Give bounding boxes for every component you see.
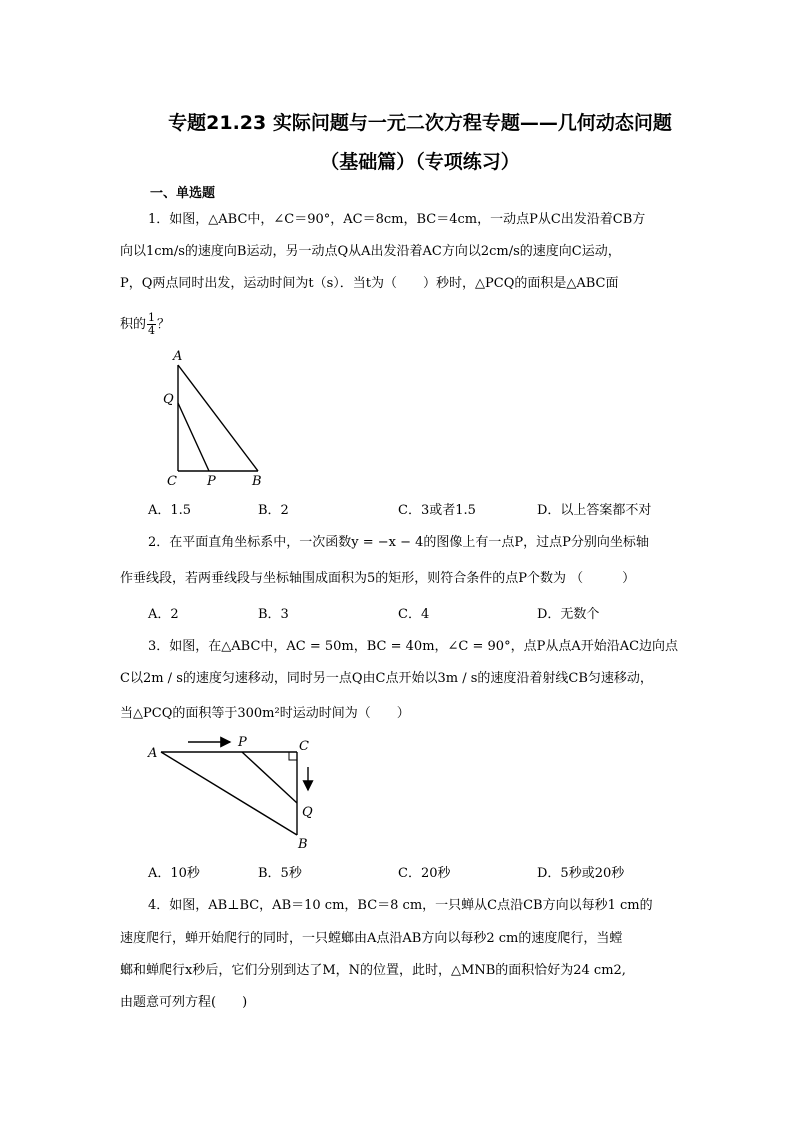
section-heading: 一、单选题 [150, 186, 216, 201]
label-A: A [173, 349, 183, 364]
q4-line-2: 速度爬行，蝉开始爬行的同时，一只螳螂由A点沿AB方向以每秒2 cm的速度爬行，当螳 [120, 931, 623, 946]
q3-line-3: 当△PCQ的面积等于300m²时运动时间为（ ） [120, 706, 410, 721]
q2-option-b: B．3 [258, 607, 289, 622]
q3-option-d: D．5秒或20秒 [537, 866, 625, 881]
label-Q: Q [302, 805, 313, 820]
segment-QP [178, 403, 209, 471]
q1-option-d: D．以上答案都不对 [537, 503, 652, 518]
label-A: A [148, 746, 158, 761]
q2-option-a: A．2 [148, 607, 179, 622]
label-B: B [252, 474, 262, 489]
segment-AB [178, 365, 258, 471]
q1-triangle-figure [155, 345, 275, 490]
q1-line-1: 1．如图，△ABC中，∠C＝90°，AC＝8cm，BC＝4cm，一动点P从C出发沿着CB方 [148, 212, 646, 227]
q1-option-c: C．3或者1.5 [398, 503, 476, 518]
label-B: B [298, 837, 308, 852]
q4-line-1: 4．如图，AB⊥BC，AB＝10 cm，BC＝8 cm，一只蝉从C点沿CB方向以每秒1 cm的 [148, 898, 653, 913]
q1-line-2: 向以1cm/s的速度向B运动，另一动点Q从A出发沿着AC方向以2cm/s的速度向C运动， [120, 244, 621, 259]
document-title: 专题21.23 实际问题与一元二次方程专题——几何动态问题 [168, 112, 672, 134]
q2-option-d: D．无数个 [537, 607, 600, 622]
q3-option-b: B．5秒 [258, 866, 302, 881]
q3-line-2: C以2m / s的速度匀速移动，同时另一点Q由C点开始以3m / s的速度沿着射线CB匀速移动， [120, 671, 653, 686]
document-subtitle: （基础篇）（专项练习） [320, 151, 520, 173]
q2-line-2: 作垂线段，若两垂线段与坐标轴围成面积为5的矩形，则符合条件的点P个数为 （ ） [120, 571, 636, 586]
q3-triangle-figure [140, 730, 340, 855]
fraction-denominator: 4 [148, 324, 156, 337]
segment-AB [161, 752, 297, 835]
label-P: P [207, 474, 216, 489]
q1-line-4-prefix: 积的 [120, 317, 147, 332]
q1-line-4-suffix: ？ [157, 317, 171, 332]
q2-line-1: 2．在平面直角坐标系中，一次函数y = −x − 4的图像上有一点P，过点P分别向坐标轴 [148, 535, 649, 550]
one-quarter-fraction [147, 312, 156, 337]
q2-option-c: C．4 [398, 607, 430, 622]
q4-line-3: 螂和蝉爬行x秒后，它们分别到达了M，N的位置，此时，△MNB的面积恰好为24 cm2, [120, 963, 626, 978]
q4-line-4: 由题意可列方程( ) [120, 995, 248, 1010]
fraction-numerator: 1 [148, 311, 156, 324]
label-Q: Q [163, 392, 174, 407]
q1-line-3: P，Q两点同时出发，运动时间为t（s）．当t为（ ）秒时，△PCQ的面积是△ABC面 [120, 276, 619, 291]
q3-option-a: A．10秒 [148, 866, 200, 881]
right-angle-mark [289, 752, 297, 760]
q1-line-4 [120, 312, 170, 337]
label-C: C [167, 474, 177, 489]
label-C: C [299, 739, 309, 754]
q3-line-1: 3．如图，在△ABC中，AC = 50m，BC = 40m，∠C = 90°，点P从点A开始沿AC边向点 [148, 639, 679, 654]
q3-option-c: C．20秒 [398, 866, 451, 881]
q1-option-b: B．2 [258, 503, 289, 518]
label-P: P [238, 735, 247, 750]
q1-option-a: A．1.5 [148, 503, 192, 518]
